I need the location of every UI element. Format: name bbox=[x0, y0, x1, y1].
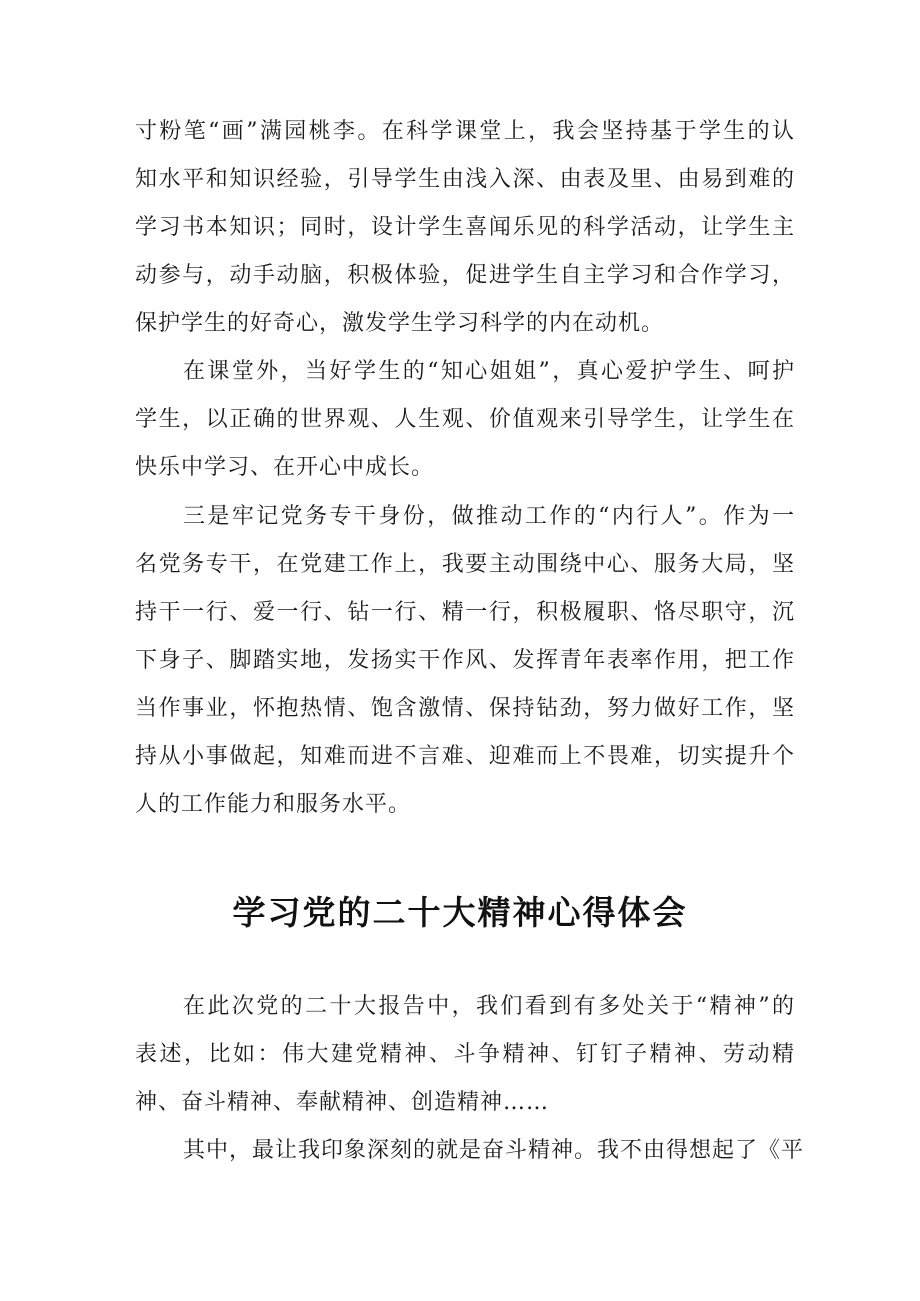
text-line: 神、奋斗精神、奉献精神、创造精神…… bbox=[135, 1090, 550, 1115]
text-line: 学生，以正确的世界观、人生观、价值观来引导学生，让学生在 bbox=[135, 407, 795, 432]
paragraph-4 bbox=[135, 983, 795, 1127]
text-line: 在此次党的二十大报告中，我们看到有多处关于“精神”的 bbox=[183, 994, 795, 1019]
text-line: 名党务专干，在党建工作上，我要主动围绕中心、服务大局，坚 bbox=[135, 552, 795, 577]
text-line: 人的工作能力和服务水平。 bbox=[135, 792, 412, 817]
text-line: 寸粉笔“画”满园桃李。在科学课堂上，我会坚持基于学生的认 bbox=[135, 119, 795, 144]
text-line: 下身子、脚踏实地，发扬实干作风、发挥青年表率作用，把工作 bbox=[135, 648, 795, 673]
text-line: 保护学生的好奇心，激发学生学习科学的内在动机。 bbox=[135, 311, 665, 336]
text-line: 三是牢记党务专干身份，做推动工作的“内行人”。作为一 bbox=[183, 504, 795, 529]
text-line: 持干一行、爱一行、钻一行、精一行，积极履职、恪尽职守，沉 bbox=[135, 600, 795, 625]
text-line: 快乐中学习、在开心中成长。 bbox=[135, 455, 435, 480]
paragraph-2 bbox=[135, 348, 795, 492]
text-line: 持从小事做起，知难而进不言难、迎难而上不畏难，切实提升个 bbox=[135, 744, 795, 769]
text-line: 表述，比如：伟大建党精神、斗争精神、钉钉子精神、劳动精 bbox=[135, 1042, 795, 1067]
section-title: 学习党的二十大精神心得体会 bbox=[232, 893, 688, 932]
text-line: 动参与，动手动脑，积极体验，促进学生自主学习和合作学习， bbox=[135, 263, 795, 288]
text-line: 其中，最让我印象深刻的就是奋斗精神。我不由得想起了《平 bbox=[183, 1138, 805, 1163]
paragraph-1 bbox=[135, 108, 795, 348]
text-line: 当作事业，怀抱热情、饱含激情、保持钻劲，努力做好工作，坚 bbox=[135, 696, 795, 721]
text-line: 学习书本知识；同时，设计学生喜闻乐见的科学活动，让学生主 bbox=[135, 215, 795, 240]
text-line: 在课堂外，当好学生的“知心姐姐”，真心爱护学生、呵护 bbox=[183, 359, 795, 384]
paragraph-5 bbox=[135, 1127, 805, 1175]
text-line: 知水平和知识经验，引导学生由浅入深、由表及里、由易到难的 bbox=[135, 167, 795, 192]
paragraph-3 bbox=[135, 493, 795, 829]
